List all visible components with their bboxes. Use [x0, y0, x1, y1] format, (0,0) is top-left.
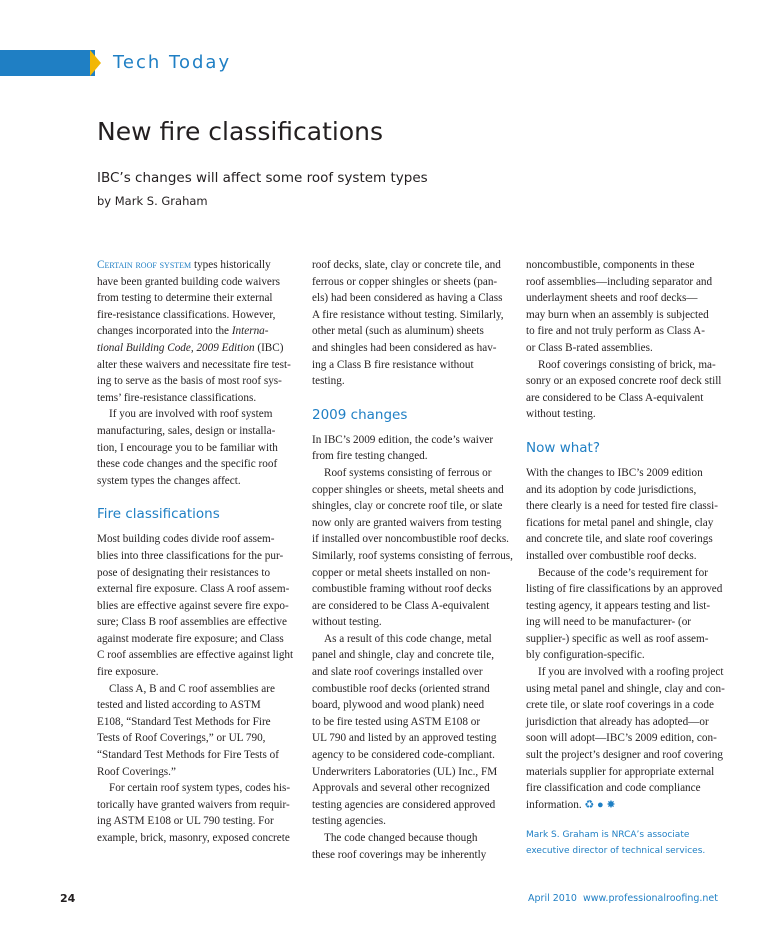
- end-mark-icon: ♻ ● ✸: [584, 798, 616, 811]
- lead-in: Certain roof system: [97, 259, 192, 271]
- section-heading: Fire classifications: [97, 506, 220, 523]
- paragraph: If you are involved with roof system manufacturing, sales, design or installa- tion, I encourage you to be familiar with these code changes and the specific roof system types the changes affect.: [97, 408, 278, 487]
- article-subtitle: IBC’s changes will affect some roof system types: [97, 170, 428, 186]
- paragraph: roof decks, slate, clay or concrete tile, and ferrous or copper shingles or sheets (pan- els) had been considered as having a Class A fire resistance without testing. Similarly, other metal (such as aluminum) sheets and shingles had been considered as hav- ing a Class B fire resistance without testing.: [312, 259, 504, 388]
- article-byline: by Mark S. Graham: [97, 194, 208, 208]
- paragraph: Class A, B and C roof assemblies are tested and listed according to ASTM E108, “Standard Test Methods for Fire Tests of Roof Coverings,” or UL 790, “Standard Test Methods for Fire Tests of Roof Coverings.”: [97, 682, 279, 778]
- section-heading: 2009 changes: [312, 406, 408, 423]
- issue-date: April 2010: [528, 893, 577, 904]
- paragraph: Because of the code’s requirement for listing of fire classifications by an approved testing agency, it appears testing and list- ing will need to be manufacturer- (or supplier-) specific as well as roof assem- bly configuration-specific.: [526, 566, 723, 662]
- article-column-3: [526, 257, 725, 859]
- paragraph: Roof systems consisting of ferrous or copper shingles or sheets, metal sheets and shingles, clay or concrete roof tile, or slate now only are granted waivers from testing if installed over noncombustible roof decks. Similarly, roof systems consisting of ferrous, copper or metal sheets installed on non- combustible framing without roof decks are considered to be Class A-equivalent without testing.: [312, 466, 513, 629]
- article-column-2: [312, 257, 513, 863]
- section-heading: Now what?: [526, 439, 601, 456]
- paragraph: In IBC’s 2009 edition, the code’s waiver from fire testing changed.: [312, 433, 494, 463]
- footer-info: [528, 893, 718, 904]
- paragraph: For certain roof system types, codes his- torically have granted waivers from requir- ing ASTM E108 or UL 790 testing. For example, brick, masonry, exposed concrete: [97, 782, 291, 844]
- paragraph: The code changed because though these roof coverings may be inherently: [312, 832, 487, 861]
- section-banner: [0, 50, 95, 76]
- paragraph: If you are involved with a roofing project using metal panel and shingle, clay and con- crete tile, or slate roof coverings in a code jurisdiction that already has adopted—or soon will adopt—IBC’s 2009 edition, con- sult the project’s designer and roof covering materials supplier for appropriate external fire classification and code compliance information. ♻ ● ✸: [526, 666, 725, 811]
- paragraph: Roof coverings consisting of brick, ma- sonry or an exposed concrete roof deck still are considered to be Class A-equivalent without testing.: [526, 358, 722, 421]
- chevron-right-icon: [90, 50, 101, 76]
- paragraph: Certain roof system types historically have been granted building code waivers from testing to determine their external fire-resistance classifications. However, changes incorporated into the Interna- tional Building Code, 2009 Edition (IBC) alter these waivers and necessitate fire test- ing to serve as the basis of most roof sys- tems’ fire-resistance classifications.: [97, 259, 291, 404]
- paragraph: noncombustible, components in these roof assemblies—including separator and underlayment sheets and roof decks— may burn when an assembly is subjected to fire and not truly perform as Class A- or Class B-rated assemblies.: [526, 259, 713, 354]
- website-link[interactable]: www.professionalroofing.net: [583, 893, 718, 904]
- paragraph: With the changes to IBC’s 2009 edition and its adoption by code jurisdictions, there clearly is a need for tested fire classi- fications for metal panel and shingle, clay and concrete tile, and slate roof coverings installed over combustible roof decks.: [526, 466, 718, 562]
- article-column-1: [97, 257, 293, 847]
- page-number: 24: [60, 892, 76, 905]
- article-title: New fire classifications: [97, 117, 384, 146]
- paragraph: Most building codes divide roof assem- blies into three classifications for the pur- pose of designating their resistances to external fire exposure. Class A roof assem- blies are effective against severe fire expo- sure; Class B roof assemblies are effective against moderate fire exposure; and Class C roof assemblies are effective against light fire exposure.: [97, 533, 294, 679]
- section-label: Tech Today: [113, 52, 232, 73]
- paragraph: As a result of this code change, metal panel and shingle, clay and concrete tile, and slate roof coverings installed over combustible roof decks (oriented strand board, plywood and wood plank) need to be fire tested using ASTM E108 or UL 790 and listed by an approved testing agency to be considered code-compliant. Underwriters Laboratories (UL) Inc., FM Approvals and several other recognized testing agencies are considered approved testing agencies.: [312, 632, 498, 828]
- author-bio: Mark S. Graham is NRCA’s associate executive director of technical services.: [526, 830, 706, 857]
